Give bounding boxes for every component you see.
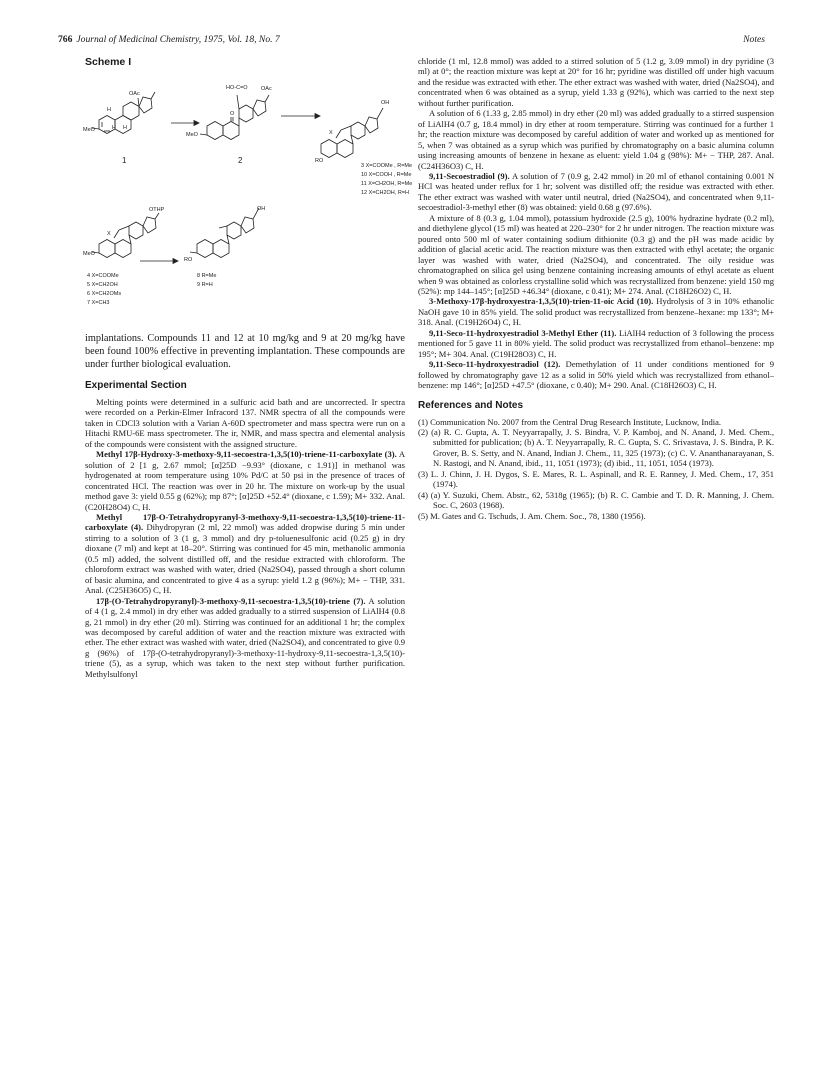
intro-paragraph: implantations. Compounds 11 and 12 at 10 mg/kg and 9 at 20 mg/kg have been found 100% effective in preventing implantation. These compounds are under further biological evaluation.: [85, 333, 405, 370]
methoxy-label: MeO: [83, 127, 95, 133]
methoxy-label-3: MeO: [83, 251, 95, 257]
compound-10-paragraph: [418, 296, 774, 327]
acetoxy-label-2: OAc: [261, 86, 272, 92]
compound-4-title: Methyl 17β-O-Tetrahydropyranyl-3-methoxy-9,11-secoestra-1,3,5(10)-triene-11-carboxylate (4).: [85, 511, 405, 533]
section-name: Notes: [743, 34, 765, 45]
mesylate-paragraph: chloride (1 ml, 12.8 mmol) was added to a stirred solution of 5 (1.2 g, 3.09 mmol) in dry pyridine (3 ml) at 0°; the reaction mixture was kept at 20° for 16 hr; pyridine was distilled off under high vacuum and the residue was extracted with ether. The ether extract was washed with water, dried (Na2SO4), and concentrated when 6 was obtained as a syrup, yield 1.33 g (92%), which was carried to the next step without further purification.: [418, 56, 774, 108]
h-label-2: H: [112, 125, 116, 131]
carboxyl-label: HO-C=O: [226, 85, 248, 91]
left-column: [83, 56, 413, 679]
x-group-label-2: X: [107, 231, 111, 237]
x-group-label: X: [329, 130, 333, 136]
h-label: H: [107, 107, 111, 113]
references-heading: References and Notes: [418, 399, 524, 411]
legend-top-3: 11 X=CH2OH, R=Me: [361, 181, 413, 187]
scheme-title: Scheme I: [85, 56, 132, 68]
wolff-kishner-paragraph: A mixture of 8 (0.3 g, 1.04 mmol), potassium hydroxide (2.5 g), 100% hydrazine hydrate (0.2 ml), and diethylene glycol (15 ml) was heated at 220–230° for 2 hr under nitrogen. The reaction mixture was poured onto 500 ml of water containing sodium dithionite (0.3 g) and the pH was made acidic by addition of glacial acetic acid. The reaction mixture was then extracted with ethyl acetate; the organic layer was washed with water, dried (Na2SO4), and concentrated. The oily residue was chromatographed on silica gel using benzene containing increasing amounts of ethyl acetate as eluent when 9 was obtained as colorless crystalline solid which was recrystallized from benzene: yield 150 mg (52%): mp 144–145°; [α]25D +46.34° (dioxane, c 0.41); M+ 274. Anal. (C18H26O2) C, H.: [418, 212, 774, 296]
compound-4-paragraph: [85, 512, 405, 596]
compound-10-title: 3-Methoxy-17β-hydroxyestra-1,3,5(10)-trien-11-oic Acid (10).: [429, 296, 654, 307]
scheme-drawing: [83, 68, 413, 326]
compound-number-1: 1: [122, 156, 127, 165]
compound-11-title: 9,11-Seco-11-hydroxyestradiol 3-Methyl Ether (11).: [429, 327, 617, 338]
reduction-paragraph: A solution of 6 (1.33 g, 2.85 mmol) in dry ether (20 ml) was added gradually to a stirred suspension of LiAlH4 (0.7 g, 18.4 mmol) in dry ether at room temperature. Stirring was continued for a further 1 hr; the reaction mixture was decomposed by careful addition of water and worked up as mentioned for 5, when 7 was obtained as a syrup which was purified by chromatography on a basic alumina column using increasing amounts of benzene in hexane as eluent: yield 1.04 g (98%): M+ − THP, 287. Anal. (C24H36O3) C, H.: [418, 108, 774, 171]
compound-number-2: 2: [238, 156, 243, 165]
running-head: [58, 34, 765, 48]
compound-7-title: 17β-(O-Tetrahydropyranyl)-3-methoxy-9,11-secoestra-1,3,5(10)-triene (7).: [96, 595, 366, 606]
compound-10-body: Hydrolysis of 3 in 10% ethanolic NaOH gave 10 in 85% yield. The solid product was recrystallized from benzene–hexane: mp 133°; M+ 318. Anal. (C19H26O4) C, H.: [418, 296, 775, 328]
methods-paragraph: Melting points were determined in a sulfuric acid bath and are uncorrected. Ir spectra were recorded on a Perkin-Elmer Infracord 137. NMR spectra of all the compounds were taken in CDCl3 solution with a Varian A-60D spectrometer and mass spectra were run on a Hitachi RMU-6E mass spectrometer. The ir, NMR, and mass spectra and elemental analysis of the compounds were consistent with the assigned structure.: [85, 397, 405, 449]
compound-3-paragraph: [85, 449, 405, 512]
reference-item: (4) (a) Y. Suzuki, Chem. Abstr., 62, 5318g (1965); (b) R. C. Cambie and T. D. R. Manning, J. Chem. Soc. C, 2603 (1968).: [418, 489, 774, 511]
compound-11-paragraph: [418, 328, 774, 359]
legend-left-1: 4 X=COOMe: [87, 273, 119, 279]
compound-3-body: A solution of 2 [1 g, 2.67 mmol; [α]25D −9.93° (dioxane, c 1.91)] in methanol was hydrogenated at room temperature using 10% Pd/C at 50 psi in the presence of traces of concentrated HCl. The reaction was over in 20 hr. The mixture on work-up by the usual method gave 3: yield 0.55 g (62%); mp 87°; [α]25D +52.4° (dioxane, c 1.59); M+ 332. Anal. (C20H28O4) C, H.: [85, 449, 405, 512]
compound-7-paragraph: [85, 596, 405, 680]
compound-9-title: 9,11-Secoestradiol (9).: [429, 170, 510, 181]
compound-12-paragraph: [418, 359, 774, 390]
reference-item: (1) Communication No. 2007 from the Central Drug Research Institute, Lucknow, India.: [418, 416, 722, 427]
legend-mid-2: 9 R=H: [197, 282, 213, 288]
thp-label: OTHP: [149, 207, 165, 213]
legend-left-4: 7 X=CH3: [87, 300, 110, 306]
page-number: 766: [58, 34, 73, 45]
methoxy-label-2: MeO: [186, 132, 198, 138]
keto-label: O: [230, 111, 235, 117]
h-label-3: H: [123, 125, 127, 131]
reference-item: (3) L. J. Chinn, J. H. Dygos, S. E. Mares, R. L. Aspinall, and R. E. Ranney, J. Med. Chem., 17, 351 (1974).: [418, 468, 774, 490]
journal-citation: Journal of Medicinal Chemistry, 1975, Vol. 18, No. 7: [76, 34, 280, 45]
legend-mid-1: 8 R=Me: [197, 273, 217, 279]
compound-12-body: Demethylation of 11 under conditions mentioned for 9 followed by chromatography gave 12 as a solid in 50% yield which was recrystallized from ethanol–benzene: mp 146°; [α]25D +47.5° (dioxane, c 0.40); M+ 290. Anal. (C18H26O3) C, H.: [418, 359, 775, 391]
legend-left-3: 6 X=CH2OMs: [87, 291, 122, 297]
compound-12-title: 9,11-Seco-11-hydroxyestradiol (12).: [429, 359, 561, 370]
reference-item: (2) (a) R. C. Gupta, A. T. Neyyarrapally, J. S. Bindra, V. P. Kamboj, and N. Anand, J. Med. Chem., submitted for publication; (b) A. T. Neyyarrapally, R. C. Gupta, S. C. Srivastava, J. S. Bindra, P. K. Grover, B. S. Setty, and N. Anand, Indian J. Chem., 11, 325 (1973); (c) C. V. Ananthanarayanan, S. N. Rastogi, and N. Anand, ibid., 11, 1051 (1973); (d) ibid., 11, 1051, 1054 (1973).: [418, 426, 774, 469]
reaction-scheme: [83, 68, 413, 326]
compound-4-body: Dihydropyran (2 ml, 22 mmol) was added dropwise during 5 min under stirring to a solution of 3 (1 g, 3 mmol) and dry p-toluenesulfonic acid (0.25 g) in dry dioxane (7 ml) and kept at 18–20°. Stirring was continued for 45 min, methanolic ammonia (0.5 ml) added, the solvent distilled off, and the residue extracted with chloroform. The chloroform extract was washed with water, dried (Na2SO4), passed through a short column of basic alumina, and concentrated to give 4 as a syrup: yield 1.2 g (96%); M+ − THP, 331. Anal. (C25H36O5) C, H.: [85, 522, 405, 596]
reference-item: (5) M. Gates and G. Tschuds, J. Am. Chem. Soc., 78, 1380 (1956).: [418, 510, 646, 521]
acetoxy-label: OAc: [129, 91, 140, 97]
alkoxy-label-2: RO: [184, 257, 193, 263]
running-head-left: [58, 34, 280, 45]
hydroxy-label-2: OH: [257, 206, 266, 212]
legend-top-2: 10 X=COOH , R=Me: [361, 172, 412, 178]
compound-9-body: A solution of 7 (0.9 g, 2.42 mmol) in 20 ml of ethanol containing 0.001 N HCl was heated under reflux for 1 hr; solvent was distilled off; the residue was extracted with ether. The ether extract was washed with water until neutral, dried (Na2SO4), and concentrated when 9,11-secoestradiol-3-methyl ether (8) was obtained: yield 0.68 g (97.6%).: [418, 170, 774, 213]
experimental-heading: Experimental Section: [85, 380, 187, 391]
legend-top-1: 3 X=COOMe , R=Me: [361, 163, 413, 169]
compound-3-title: Methyl 17β-Hydroxy-3-methoxy-9,11-secoestra-1,3,5(10)-triene-11-carboxylate (3).: [96, 449, 397, 460]
compound-11-body: LiAlH4 reduction of 3 following the process mentioned for 5 gave 11 in 80% yield. The solid product was recrystallized from ethanol–benzene: mp 195°; M+ 304. Anal. (C19H28O3) C, H.: [418, 327, 774, 359]
compound-7-body: A solution of 4 (1 g, 2.4 mmol) in dry ether was added gradually to a stirred suspension of LiAlH4 (0.8 g, 21 mmol) in dry ether (20 ml). Stirring was continued for an additional 1 hr; the complex was decomposed by careful addition of water and the reaction mixture was extracted with ether. The ether extract was washed with water, dried (Na2SO4), and concentrated to give 0.9 g (96%) of 17β-(O-tetrahydropyranyl)-3-methoxy-11-hydroxy-9,11-secoestra-1,3,5(10)-triene (5), as a syrup, which was taken to the next step without further purification. Methylsulfonyl: [85, 595, 405, 679]
legend-left-2: 5 X=CH2OH: [87, 282, 118, 288]
legend-top-4: 12 X=CH2OH, R=H: [361, 190, 409, 196]
alkoxy-label: RO: [315, 158, 324, 164]
hydroxy-label: OH: [381, 100, 390, 106]
right-column: [418, 56, 774, 521]
compound-9-paragraph: [418, 171, 774, 213]
